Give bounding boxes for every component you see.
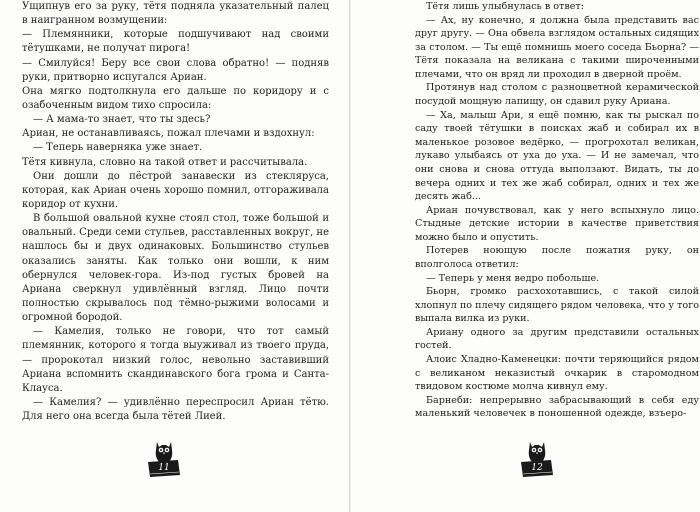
- paragraph: Ущипнув его за руку, тётя подняла указательный палец в наигранном возмущении:: [22, 1, 329, 27]
- paragraph: Ариан почувствовал, как у него вспыхнуло лицо. Стыдные детские истории в качестве приветствия можно было и опустить.: [415, 204, 699, 243]
- right-page: [350, 0, 700, 512]
- left-page-text: [22, 0, 329, 424]
- paragraph: Ариану одного за другим представили остальных гостей.: [415, 326, 699, 352]
- owl-on-book-icon: [519, 436, 555, 480]
- paragraph: — Камелия, только не говори, что тот самый племянник, которого я тогда выуживал из твоего пруда, — пророкотал низкий голос, невольно заставивший Ариана вспомнить скандинавского бога грома и Санта-Клауса.: [22, 326, 329, 394]
- paragraph: Ариан, не останавливаясь, пожал плечами и вздохнул:: [22, 128, 315, 140]
- paragraph: — Теперь у меня ведро побольше.: [426, 272, 600, 284]
- paragraph: — Смилуйся! Беру все свои слова обратно! — подняв руки, притворно испугался Ариан.: [22, 57, 329, 83]
- paragraph: Тётя лишь улыбнулась в ответ:: [426, 1, 584, 12]
- paragraph: Она мягко подтолкнула его дальше по коридору и с озабоченным видом тихо спросила:: [22, 85, 329, 111]
- paragraph: Бьорн, громко расхохотавшись, с такой силой хлопнул по плечу сидящего рядом человека, что у того выпала вилка из руки.: [415, 286, 699, 325]
- page-number: 12: [531, 463, 543, 473]
- owl-on-book-icon: [146, 436, 182, 480]
- paragraph: — Камелия? — удивлённо переспросил Ариан тётю. Для него она всегда была тётей Лией.: [22, 396, 329, 423]
- paragraph: Потерев ноющую после пожатия руку, он вполголоса ответил:: [415, 245, 699, 270]
- paragraph: — Ха, малыш Ари, я ещё помню, как ты рыскал по саду твоей тётушки в поисках жаб и собирал их в маленькое розовое ведёрко, — прогрохотал великан, лукаво улыбаясь от уха до уха. — И не замечал, что они снова и снова оттуда выползают. Видать, ты до вечера одних и тех же жаб собирал, одних и тех же десять жаб...: [415, 109, 699, 203]
- paragraph: Алоис Хладно-Каменецки: почти теряющийся рядом с великаном неказистый очкарик в старомодном твидовом костюме молча кивнул ему.: [415, 354, 699, 393]
- paragraph: Они дошли до пёстрой занавески из стекляруса, которая, как Ариан очень хорошо помнил, отгораживала коридор от кухни.: [22, 170, 329, 210]
- paragraph: — Ах, ну конечно, я должна была представить вас друг другу. — Она обвела взглядом остальных сидящих за столом. — Ты ещё помнишь моего соседа Бьорна? — Тётя показала на великана с такими широченными плечами, что он вряд ли проходил в дверной проём.: [415, 14, 699, 80]
- page-number-ornament: [519, 436, 555, 480]
- page-number: 11: [158, 463, 170, 473]
- paragraph: — А мама-то знает, что ты здесь?: [33, 114, 211, 126]
- page-number-ornament: [146, 436, 182, 480]
- paragraph: — Теперь наверняка уже знает.: [33, 142, 203, 154]
- paragraph: Протянув над столом с разноцветной керамической посудой мощную лапищу, он сдавил руку Ариана.: [415, 82, 699, 108]
- paragraph: — Племянники, которые подшучивают над своими тётушками, не получат пирога!: [22, 29, 329, 55]
- paragraph: В большой овальной кухне стоял стол, тоже большой и овальный. Среди семи стульев, расставленных вокруг, не нашлось бы и двух одинаковых. Большинство стульев оказались заняты. Как только они вошли, к ним обернулся человек-гора. Из-под густых бровей на Ариана сверкнул удивлённый взгляд. Лицо почти полностью скрывалось под тёмно-рыжими волосами и огромной бородой.: [22, 213, 329, 324]
- paragraph: Тётя кивнула, словно на такой ответ и рассчитывала.: [22, 156, 308, 168]
- book-gutter: [349, 0, 351, 512]
- right-page-text: [415, 0, 699, 421]
- paragraph: Барнеби: непрерывно забрасывающий в себя еду маленький человечек в поношенной одежде, взъеро-: [415, 394, 699, 420]
